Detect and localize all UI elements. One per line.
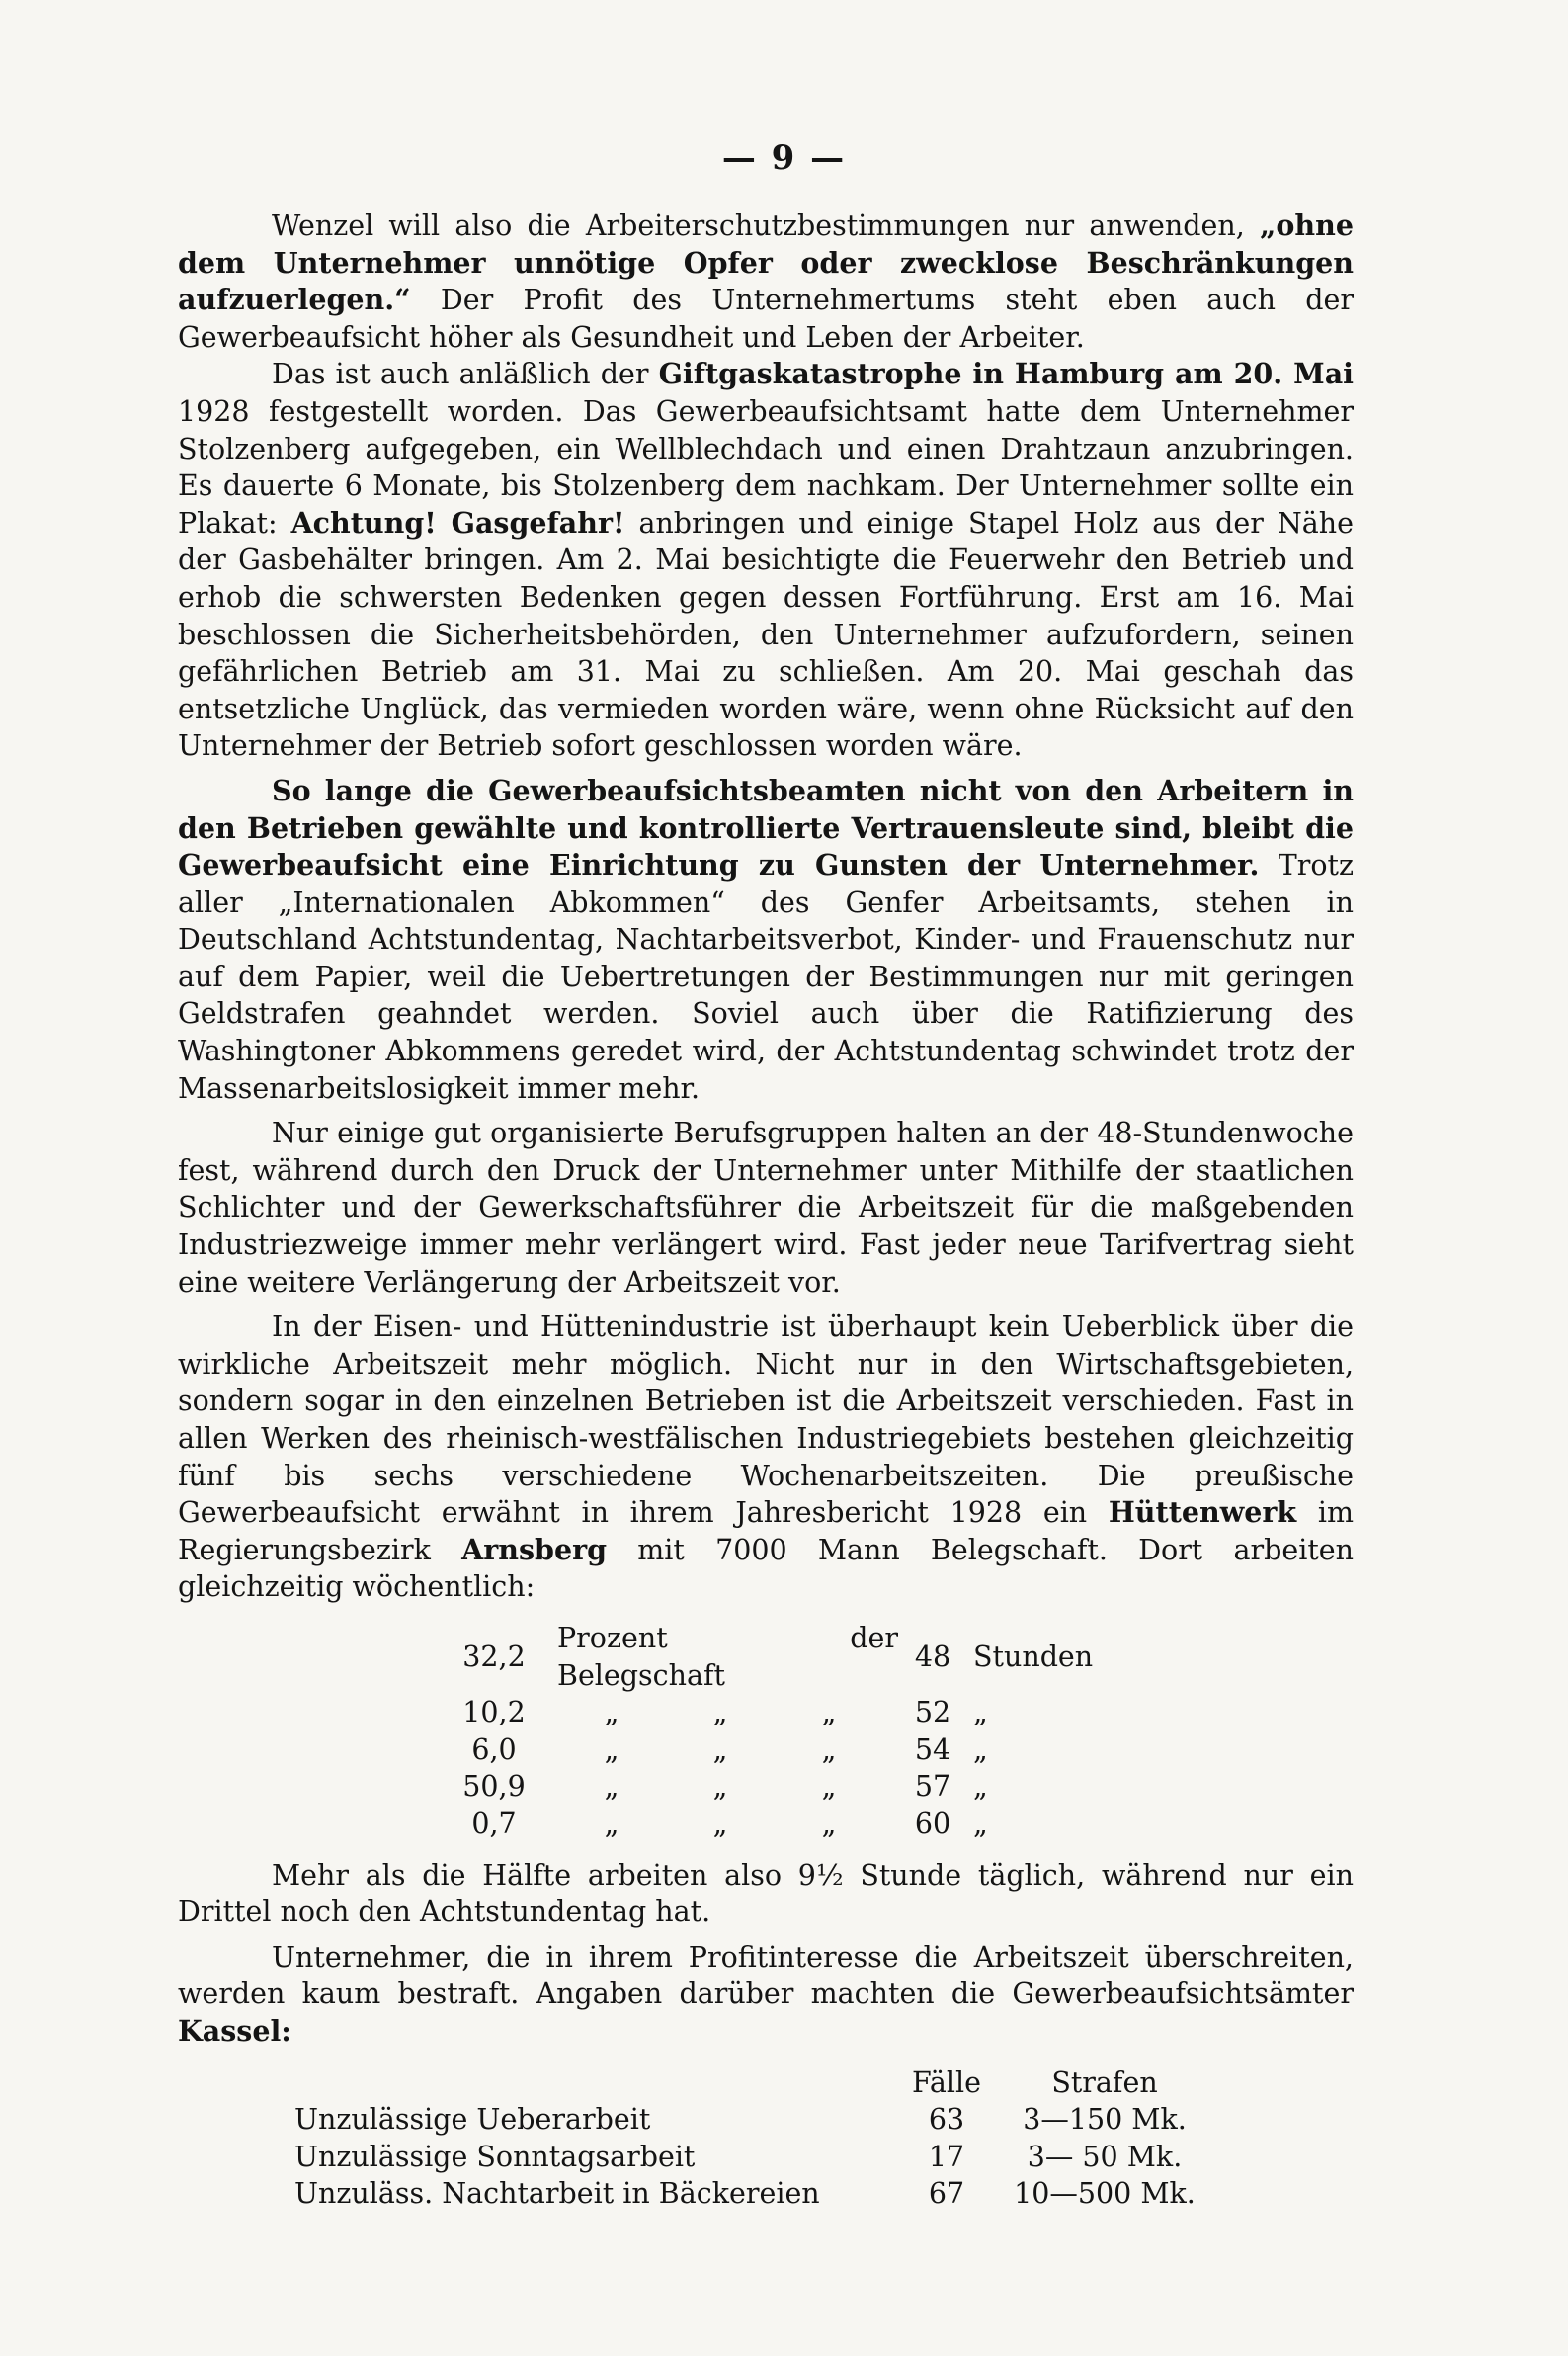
paragraph-7	[178, 1939, 1354, 2051]
header-cases: Fälle	[912, 2065, 981, 2099]
table-row	[431, 1694, 1093, 1731]
ditto-mark: „	[604, 1732, 619, 1766]
paragraph-1	[178, 208, 1354, 356]
p1-text-c: Der Profit des Unternehmertums steht eben auch der Gewerbeaufsicht höher als Gesundheit und Leben der Arbeiter.	[178, 284, 1354, 354]
cases-cell: 67	[928, 2177, 965, 2211]
fines-cell: 10—500 Mk.	[1014, 2177, 1196, 2211]
p7-bold-kassel: Kassel:	[178, 2013, 291, 2048]
fines-table	[294, 2064, 1213, 2213]
offense-cell: Unzuläss. Nachtarbeit in Bäckereien	[294, 2177, 820, 2211]
paragraph-3	[178, 773, 1354, 1107]
hours-cell: 48	[914, 1640, 951, 1673]
label-cell	[557, 1806, 898, 1843]
table-row	[294, 2139, 1213, 2176]
header-fines: Strafen	[1051, 2065, 1158, 2099]
ditto-mark: „	[712, 1732, 728, 1766]
percent-cell: 6,0	[471, 1732, 517, 1766]
p5-text-a: In der Eisen- und Hüttenindustrie ist überhaupt kein Ueberblick über die wirkliche Arbeitszeit mehr möglich. Nicht nur in den Wirtschaftsgebieten, sondern sogar in den einzelnen Betrieben ist die Arbeitszeit verschieden. Fast in allen Werken des rheinisch-westfälischen Industriegebiets bestehen gleichzeitig fünf bis sechs verschiedene Wochenarbeitszeiten. Die preußische Gewerbeaufsicht erwähnt in ihrem Jahresbericht 1928 ein	[178, 1310, 1354, 1530]
unit-cell: „	[973, 1770, 988, 1804]
ditto-mark: „	[821, 1770, 837, 1804]
paragraph-2	[178, 356, 1354, 765]
hours-cell: 54	[914, 1732, 951, 1766]
label-cell	[557, 1731, 898, 1769]
p2-text-c: 1928 festgestellt worden. Das Gewerbeaufsichtsamt hatte dem Unternehmer Stolzenberg aufgegeben, ein Wellblechdach und einen Drahtzaun anzubringen. Es dauerte 6 Monate, bis Stolzenberg dem nachkam. Der Unternehmer sollte ein Plakat:	[178, 394, 1354, 540]
offense-cell: Unzulässige Ueberarbeit	[294, 2103, 651, 2137]
paragraph-4: Nur einige gut organisierte Berufsgruppen halten an der 48-Stundenwoche fest, während durch den Druck der Unternehmer unter Mithilfe der staatlichen Schlichter und der Gewerkschaftsführer die Arbeitszeit für die maßgebenden Industriezweige immer mehr verlängert wird. Fast jeder neue Tarifvertrag sieht eine weitere Verlängerung der Arbeitszeit vor.	[178, 1117, 1354, 1299]
p1-text-a: Wenzel will also die Arbeiterschutzbestimmungen nur anwenden,	[272, 210, 1261, 242]
p5-bold-arnsberg: Arnsberg	[461, 1532, 608, 1566]
label-cell	[557, 1694, 898, 1731]
p1-quote: „ohne dem Unternehmer unnötige Opfer oder zwecklose Beschränkungen aufzuerlegen.“	[178, 209, 1354, 317]
unit-cell: „	[973, 1807, 988, 1840]
ditto-mark: „	[821, 1807, 837, 1840]
label-cell: Prozent der Belegschaft	[557, 1621, 898, 1692]
ditto-mark: „	[604, 1696, 619, 1729]
table-row	[431, 1806, 1093, 1843]
percent-cell: 0,7	[471, 1807, 517, 1840]
percent-cell: 50,9	[462, 1770, 526, 1804]
ditto-mark: „	[712, 1807, 728, 1840]
header-offense	[294, 2064, 897, 2102]
ditto-mark: „	[821, 1696, 837, 1729]
p5-text-c: im Regierungsbezirk	[178, 1496, 1354, 1566]
offense-cell: Unzulässige Sonntagsarbeit	[294, 2140, 696, 2173]
table-row	[431, 1620, 1093, 1694]
p2-text-a: Das ist auch anläßlich der	[272, 358, 659, 391]
fines-cell: 3— 50 Mk.	[1027, 2140, 1183, 2173]
paragraph-6: Mehr als die Hälfte arbeiten also 9½ Stunde täglich, während nur ein Drittel noch den Achtstundentag hat.	[178, 1858, 1354, 1929]
table-row	[294, 2101, 1213, 2139]
ditto-mark: „	[604, 1807, 619, 1840]
percent-cell: 10,2	[462, 1696, 526, 1729]
p2-bold-warning: Achtung! Gasgefahr!	[290, 505, 625, 540]
table-row	[431, 1731, 1093, 1769]
body-text	[178, 208, 1354, 2213]
p7-text-a: Unternehmer, die in ihrem Profitinteresse die Arbeitszeit überschreiten, werden kaum bestraft. Angaben darüber machten die Gewerbeaufsichtsämter	[178, 1940, 1354, 2011]
percent-cell: 32,2	[462, 1640, 526, 1673]
p3-text-b: Trotz aller „Internationalen Abkommen“ des Genfer Arbeitsamts, stehen in Deutschland Achtstundentag, Nachtarbeitsverbot, Kinder- und Frauenschutz nur auf dem Papier, weil die Uebertretungen der Bestimmungen nur mit geringen Geldstrafen geahndet werden. Soviel auch über die Ratifizierung des Washingtoner Abkommens geredet wird, der Achtstundentag schwindet trotz der Massenarbeitslosigkeit immer mehr.	[178, 849, 1354, 1105]
table-row	[294, 2175, 1213, 2213]
ditto-mark: „	[821, 1732, 837, 1766]
paragraph-5	[178, 1308, 1354, 1606]
unit-cell: Stunden	[973, 1640, 1094, 1673]
unit-cell: „	[973, 1696, 988, 1729]
p2-text-e: anbringen und einige Stapel Holz aus der Nähe der Gasbehälter bringen. Am 2. Mai besichtigte die Feuerwehr den Betrieb und erhob die schwersten Bedenken gegen dessen Fortführung. Erst am 16. Mai beschlossen die Sicherheitsbehörden, den Unternehmer aufzufordern, seinen gefährlichen Betrieb am 31. Mai zu schließen. Am 20. Mai geschah das entsetzliche Unglück, das vermieden worden wäre, wenn ohne Rücksicht auf den Unternehmer der Betrieb sofort geschlossen worden wäre.	[178, 506, 1354, 763]
hours-cell: 57	[914, 1770, 951, 1804]
p5-text-e: mit 7000 Mann Belegschaft. Dort arbeiten gleichzeitig wöchentlich:	[178, 1533, 1355, 1604]
cases-cell: 63	[928, 2103, 965, 2137]
p2-bold-catastrophe: Giftgaskatastrophe in Hamburg am 20. Mai	[658, 357, 1354, 391]
hours-cell: 52	[914, 1696, 951, 1729]
ditto-mark: „	[604, 1770, 619, 1804]
cases-cell: 17	[928, 2140, 965, 2173]
working-hours-table	[431, 1620, 1093, 1843]
unit-cell: „	[973, 1732, 988, 1766]
p5-bold-huettenwerk: Hüttenwerk	[1108, 1495, 1297, 1530]
p3-bold: So lange die Gewerbeaufsichtsbeamten nicht von den Arbeitern in den Betrieben gewählte und kontrollierte Vertrauensleute sind, bleibt die Gewerbeaufsicht eine Einrichtung zu Gunsten der Unternehmer.	[178, 773, 1354, 883]
page-number: — 9 —	[721, 138, 847, 178]
fines-cell: 3—150 Mk.	[1023, 2103, 1187, 2137]
hours-cell: 60	[914, 1807, 951, 1840]
ditto-mark: „	[712, 1770, 728, 1804]
table-row	[431, 1768, 1093, 1806]
label-cell	[557, 1768, 898, 1806]
table-header-row	[294, 2064, 1213, 2102]
ditto-mark: „	[712, 1696, 728, 1729]
